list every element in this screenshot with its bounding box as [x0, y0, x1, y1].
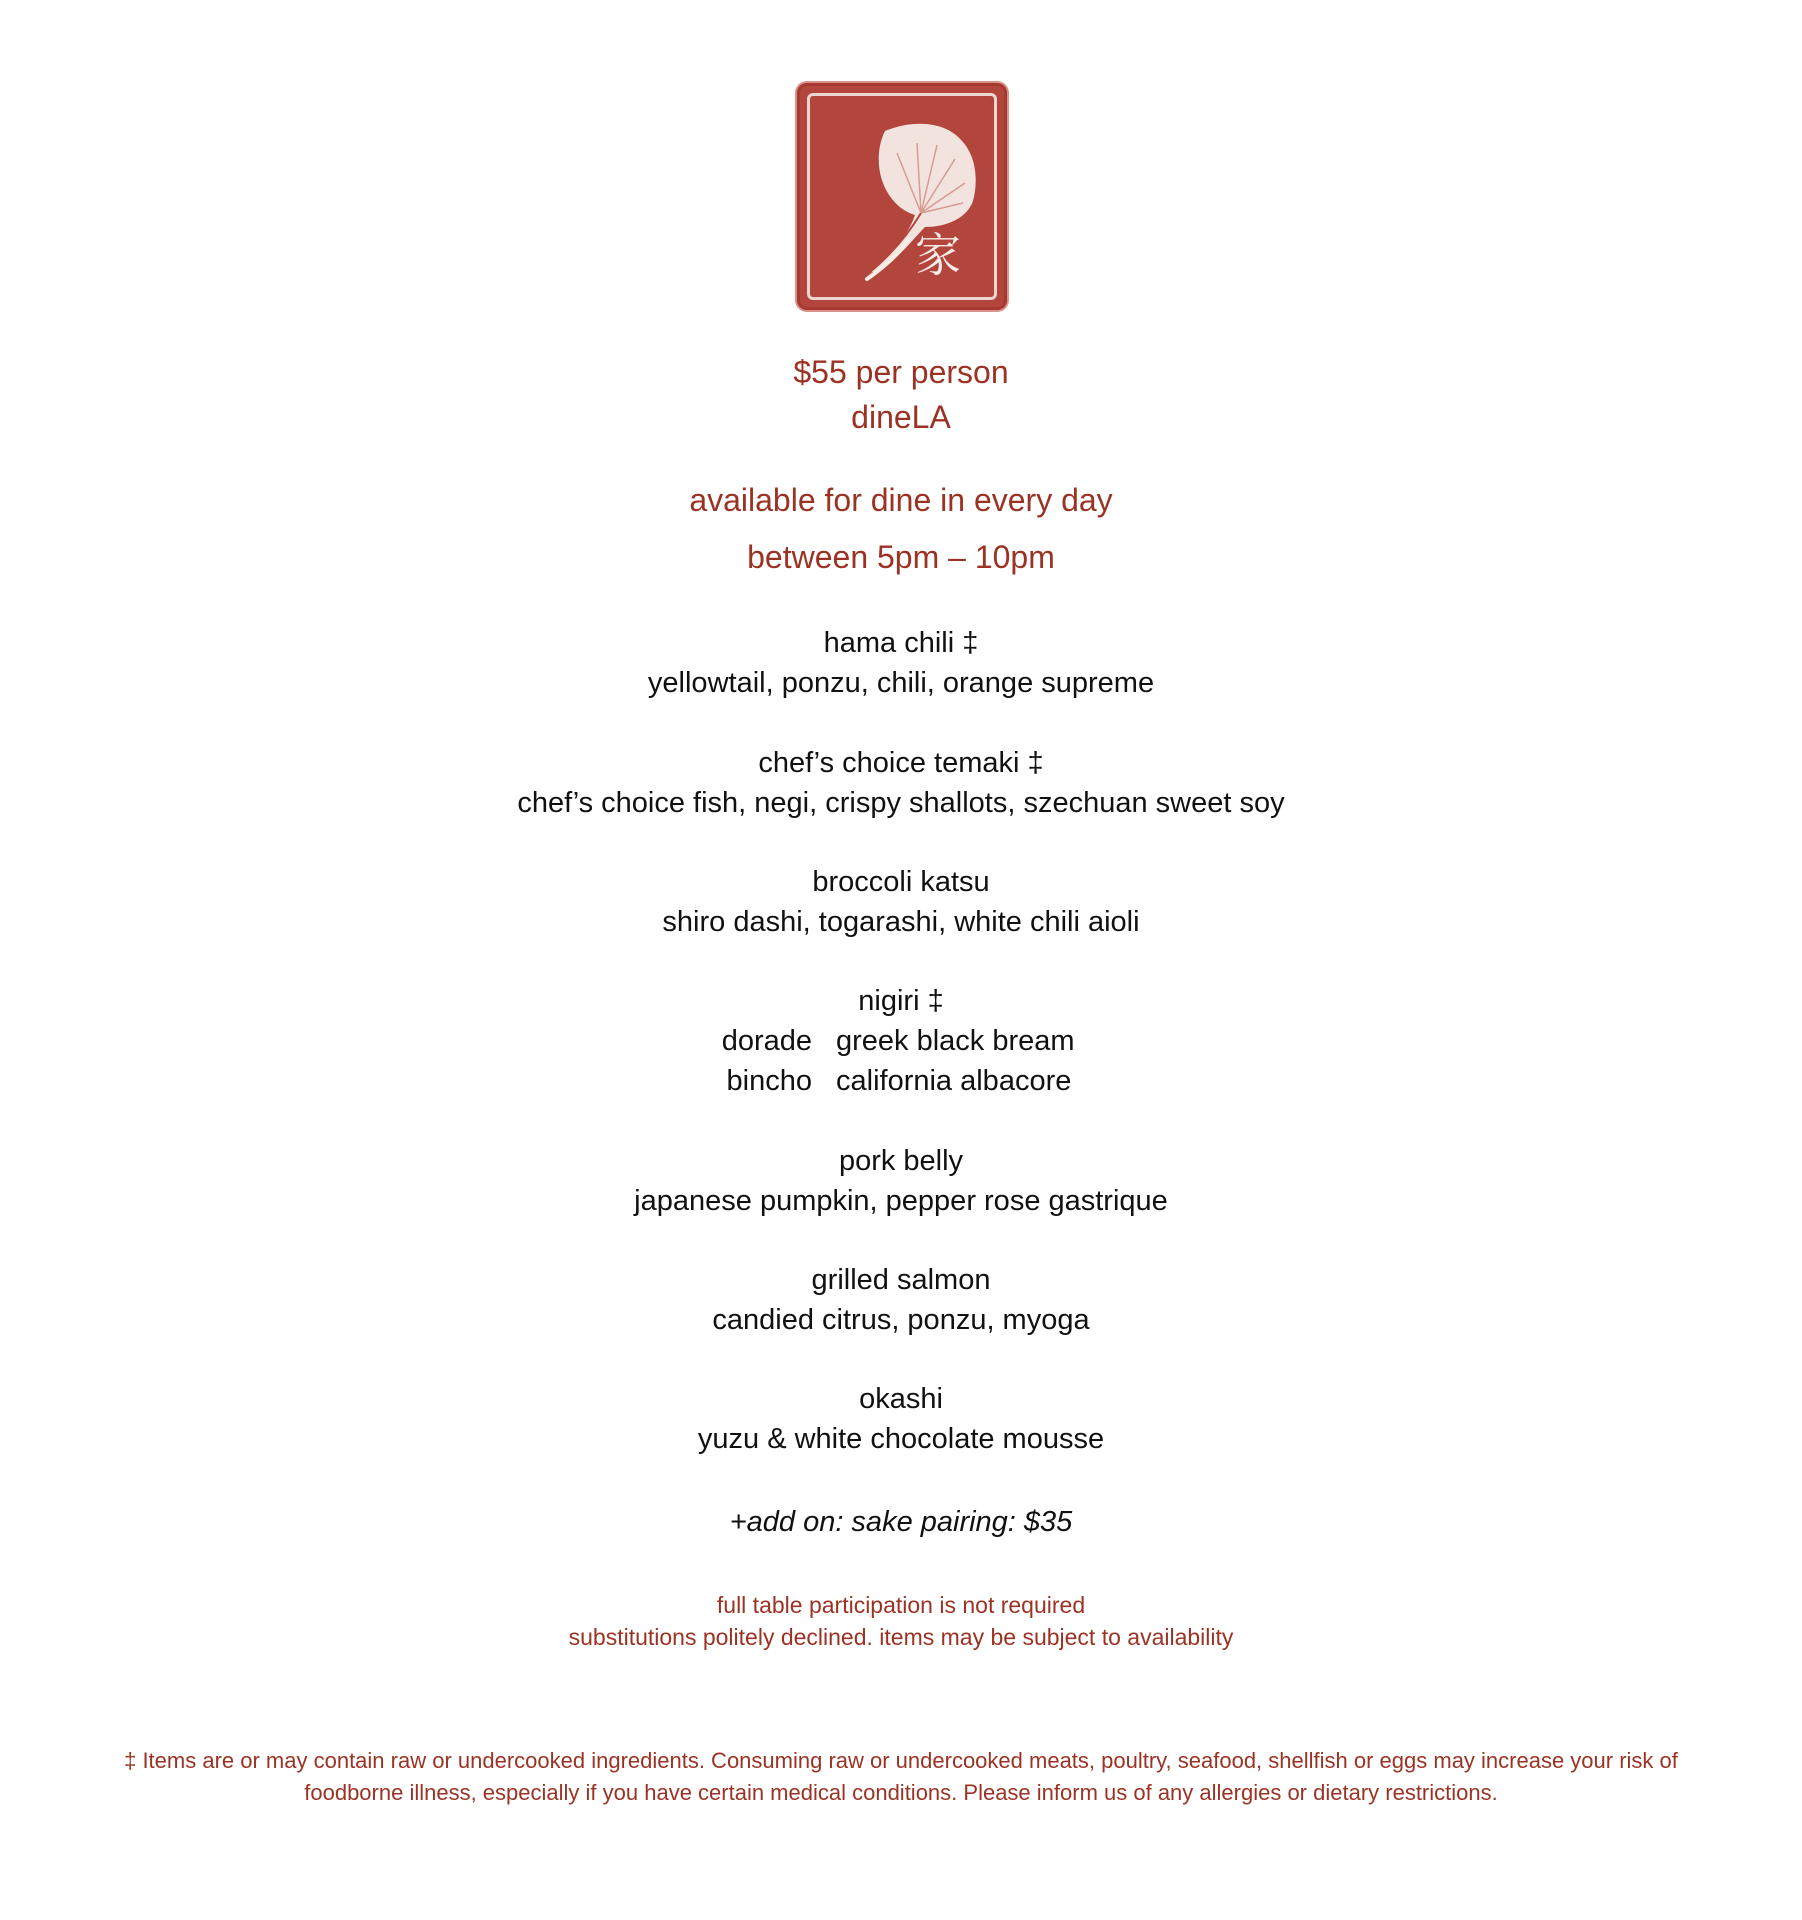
dish-name-temaki: chef’s choice temaki ‡: [758, 747, 1044, 779]
dish-desc-hama-chili: yellowtail, ponzu, chili, orange supreme: [647, 667, 1155, 699]
substitutions-note: substitutions politely declined. items may be subject to availability: [568, 1624, 1234, 1650]
ginkgo-leaf-icon: [797, 83, 1007, 310]
hours-text: between 5pm – 10pm: [747, 539, 1055, 575]
logo-character: 家: [915, 228, 961, 282]
dish-desc-salmon: candied citrus, ponzu, myoga: [712, 1304, 1090, 1336]
dish-name-salmon: grilled salmon: [811, 1264, 991, 1296]
price-text: $55 per person: [793, 354, 1009, 390]
ginkgo-seal-logo: [797, 83, 1007, 310]
raw-food-disclaimer-line2: foodborne illness, especially if you have certain medical conditions. Please inform us of any allergies or dietary restrictions.: [304, 1780, 1498, 1805]
dish-name-hama-chili: hama chili ‡: [823, 627, 979, 659]
dish-desc-okashi: yuzu & white chocolate mousse: [697, 1423, 1105, 1455]
nigiri-fish-english: california albacore: [836, 1065, 1072, 1097]
dish-name-okashi: okashi: [859, 1383, 943, 1415]
dish-name-pork-belly: pork belly: [838, 1145, 964, 1177]
dish-name-nigiri: nigiri ‡: [858, 985, 944, 1017]
event-name: dineLA: [851, 399, 951, 435]
dish-desc-pork-belly: japanese pumpkin, pepper rose gastrique: [634, 1185, 1168, 1217]
dish-name-broccoli: broccoli katsu: [812, 866, 990, 898]
nigiri-fish-japanese: dorade: [721, 1025, 812, 1057]
participation-note: full table participation is not required: [716, 1592, 1086, 1618]
nigiri-fish-japanese: bincho: [726, 1065, 812, 1097]
availability-text: available for dine in every day: [689, 482, 1113, 518]
dish-desc-temaki: chef’s choice fish, negi, crispy shallots, szechuan sweet soy: [517, 787, 1285, 819]
sake-pairing-addon: +add on: sake pairing: $35: [729, 1506, 1073, 1538]
dish-desc-broccoli: shiro dashi, togarashi, white chili aioli: [662, 906, 1140, 938]
nigiri-fish-english: greek black bream: [836, 1025, 1075, 1057]
raw-food-disclaimer-line1: ‡ Items are or may contain raw or undercooked ingredients. Consuming raw or undercooked meats, poultry, seafood, shellfish or eggs may increase your risk of: [124, 1748, 1678, 1773]
